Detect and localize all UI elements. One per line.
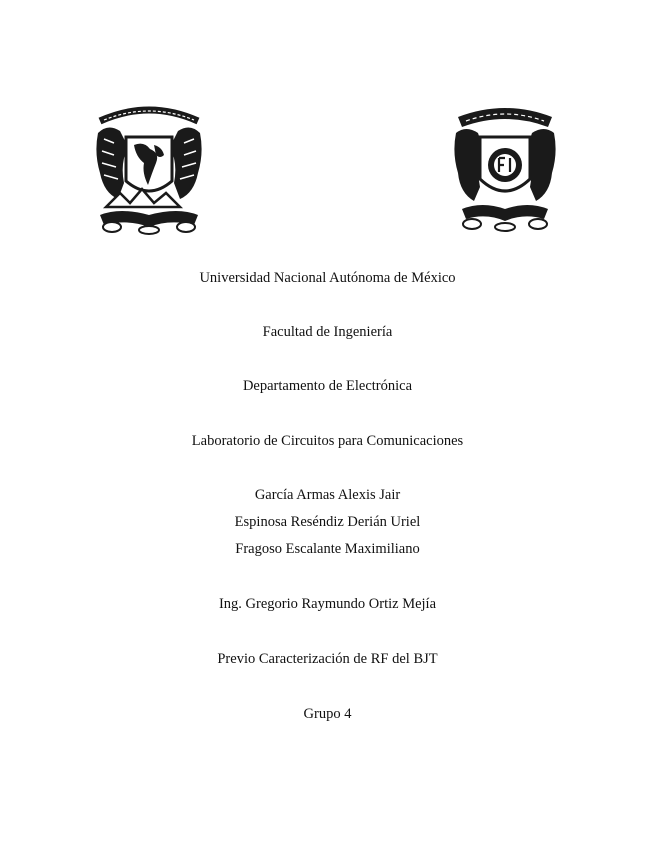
professor-name: Ing. Gregorio Raymundo Ortiz Mejía	[218, 596, 437, 612]
author-name: García Armas Alexis Jair	[254, 487, 401, 503]
unam-coat-of-arms-icon	[90, 103, 208, 235]
group-label: Grupo 4	[303, 706, 352, 722]
department-name: Departamento de Electrónica	[242, 378, 413, 394]
fi-engineering-coat-of-arms-icon	[452, 103, 558, 233]
document-title: Previo Caracterización de RF del BJT	[217, 651, 438, 667]
university-name: Universidad Nacional Autónoma de México	[199, 270, 456, 286]
author-name: Espinosa Reséndiz Derián Uriel	[234, 514, 421, 530]
author-name: Fragoso Escalante Maximiliano	[235, 541, 420, 557]
laboratory-name: Laboratorio de Circuitos para Comunicaciones	[191, 433, 464, 449]
faculty-name: Facultad de Ingeniería	[262, 324, 393, 340]
